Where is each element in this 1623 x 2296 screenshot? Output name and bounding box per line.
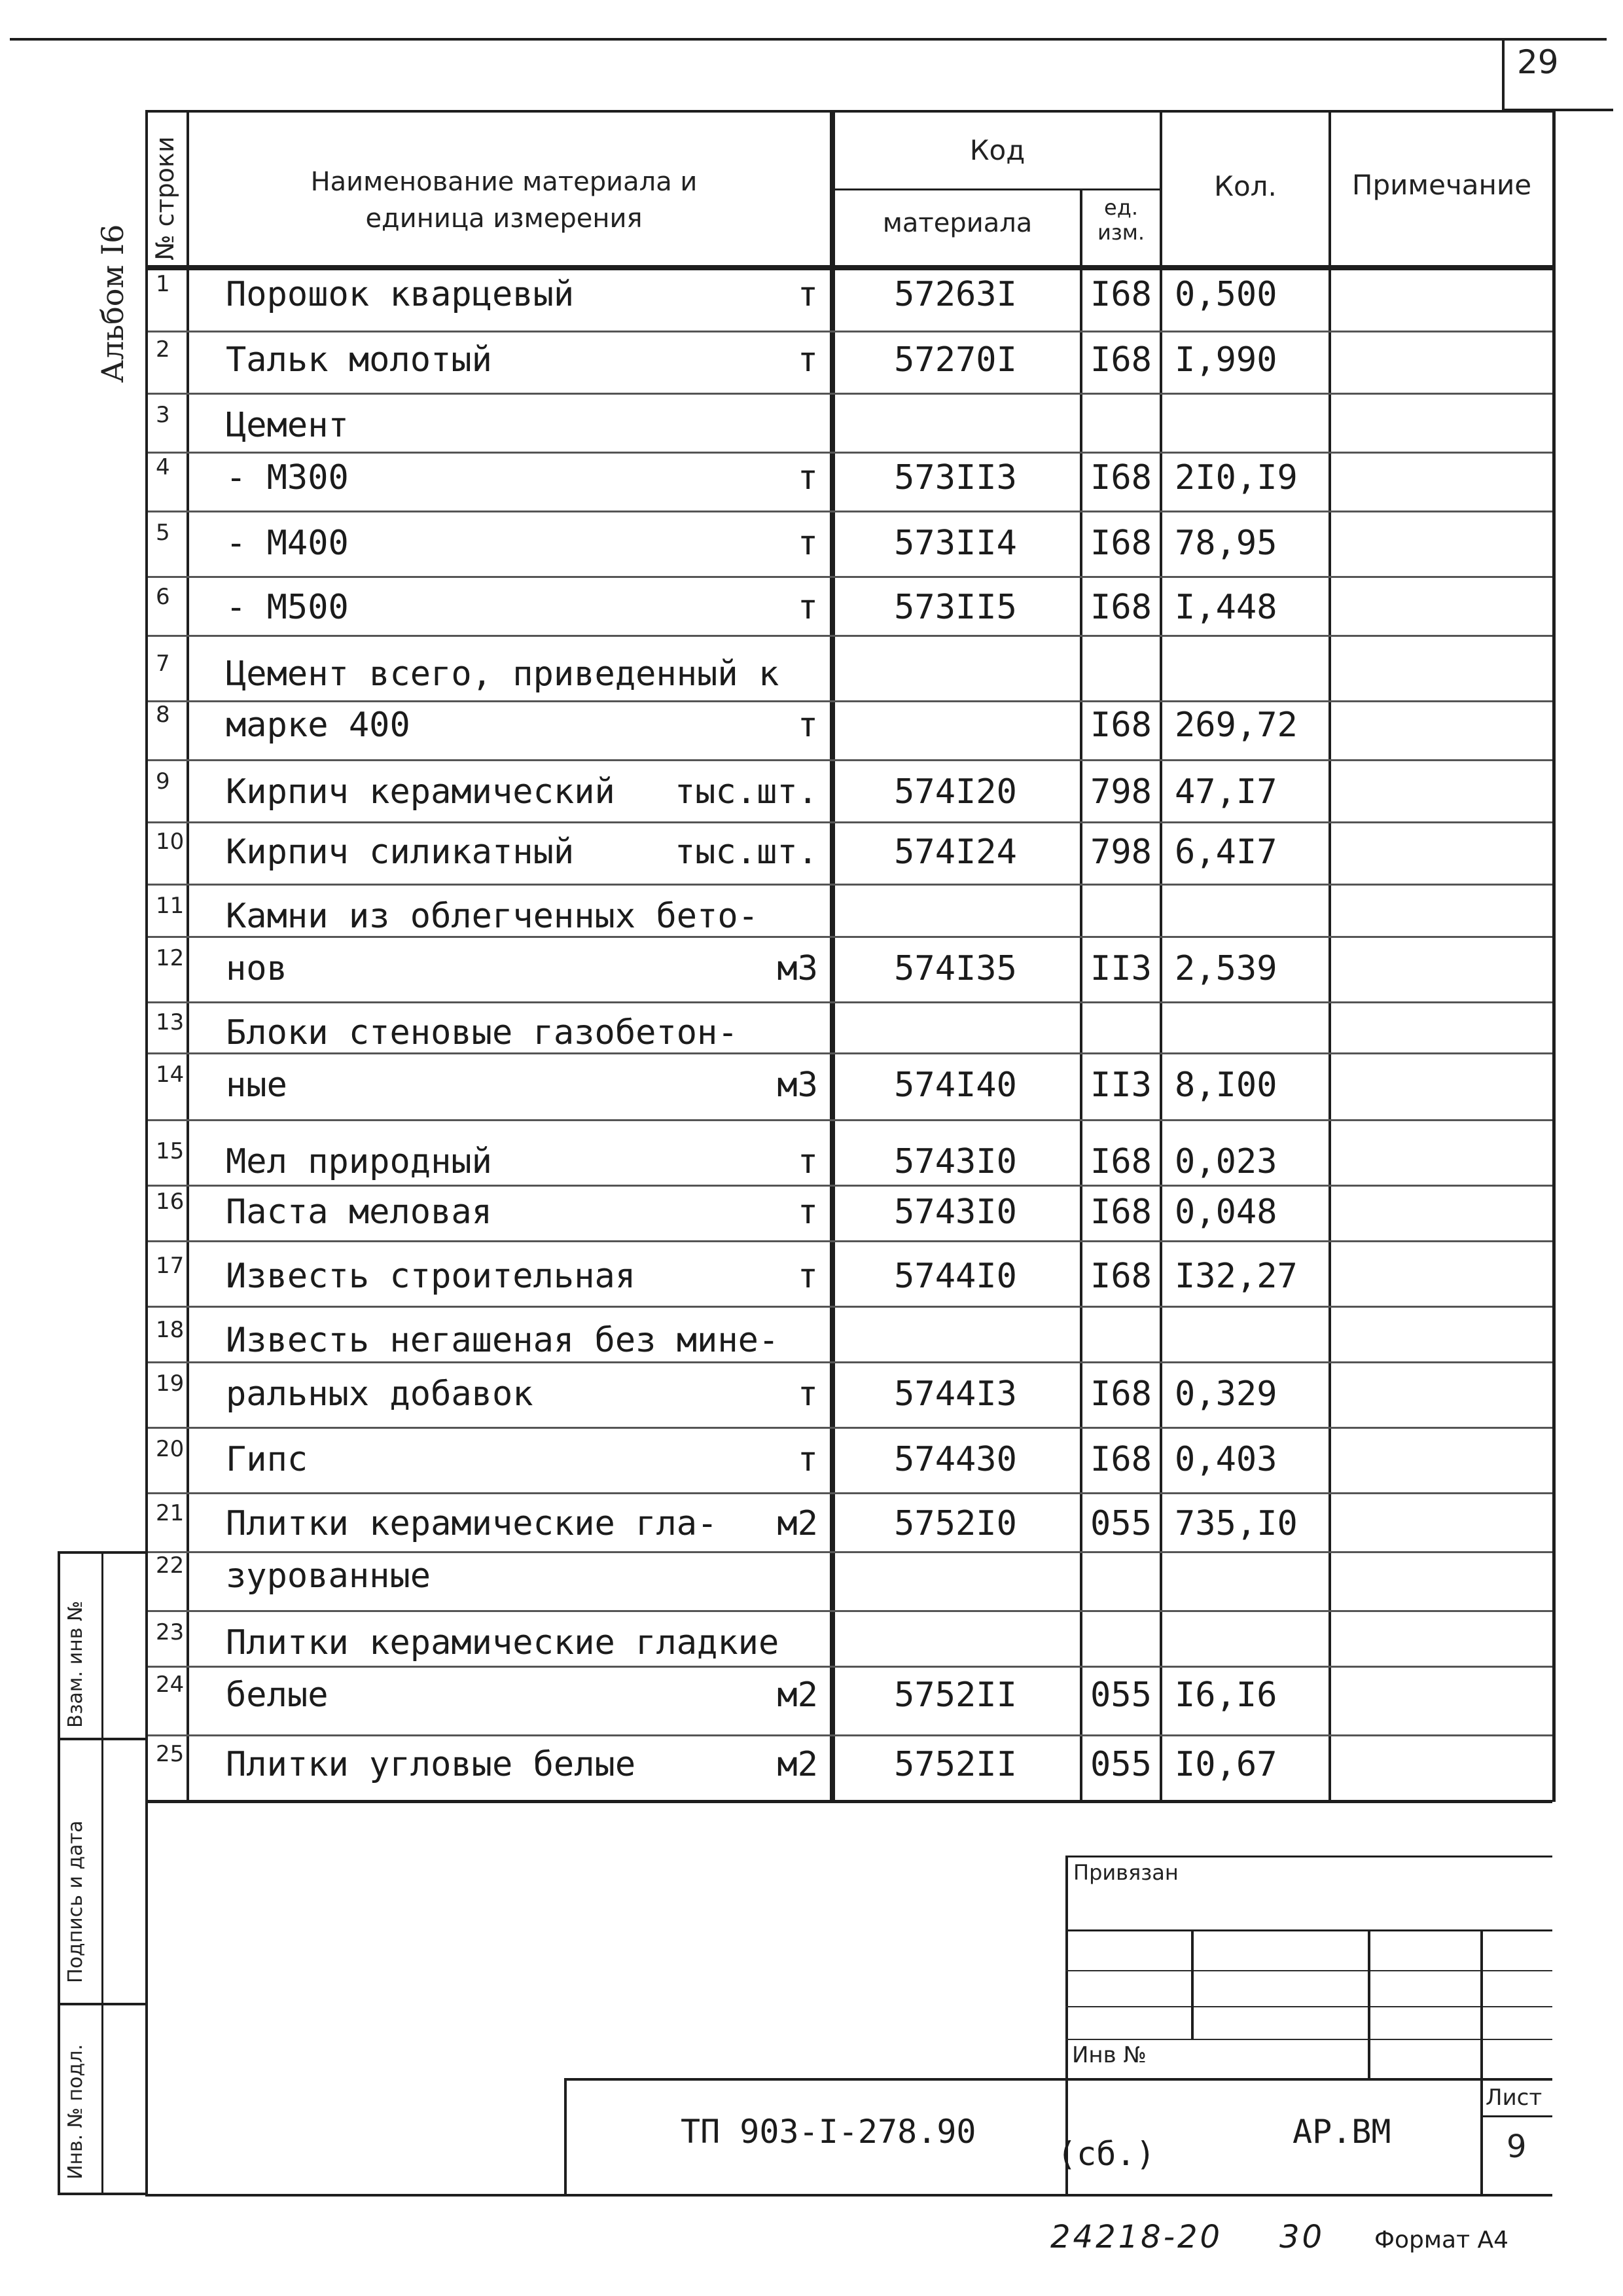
material-name: - М300 [226,458,349,497]
material-code: 5744I3 [894,1374,1017,1414]
material-unit: м2 [777,1676,818,1715]
row-number: 9 [156,768,170,795]
row-number: 1 [156,271,170,297]
quantity: 735,I0 [1175,1504,1298,1543]
code-subheader-line [830,188,1161,190]
row-separator [148,936,1552,938]
titleblock-v1 [1191,1929,1194,2039]
material-code: 573II3 [894,458,1017,497]
row-number: 2 [156,336,170,363]
material-name: ные [226,1066,287,1105]
material-code: 57263I [894,275,1017,314]
material-name: ральных добавок [226,1374,533,1414]
material-name: Известь негашеная без мине- [226,1321,779,1360]
titleblock-h3 [1065,2006,1552,2007]
order-page: 30 [1279,2219,1325,2255]
header-row-no: № строки [151,136,179,260]
row-separator [148,1492,1552,1494]
table-bottom [148,1800,1552,1803]
quantity: I,448 [1175,588,1277,627]
material-code: 574I35 [894,949,1017,988]
unit-code: 055 [1090,1676,1152,1715]
material-unit: тыс.шт. [674,772,818,812]
titleblock-h1 [1065,1929,1552,1931]
material-code: 5743I0 [894,1193,1017,1232]
header-qty: Кол. [1214,170,1277,202]
material-unit: тыс.шт. [674,833,818,872]
material-name: Порошок кварцевый [226,275,575,314]
unit-code: I68 [1090,1193,1152,1232]
main-stamp-bottom [145,2194,1552,2197]
material-unit: т [797,275,818,314]
material-name: нов [226,949,287,988]
titleblock-v2 [1368,1929,1370,2080]
row-separator [148,393,1552,395]
row-separator [148,1119,1552,1121]
material-code: 5752II [894,1676,1017,1715]
row-number: 7 [156,651,170,677]
material-unit: т [797,1257,818,1296]
material-unit: т [797,458,818,497]
quantity: 6,4I7 [1175,833,1277,872]
quantity: I,990 [1175,340,1277,380]
row-separator [148,331,1552,332]
row-number: 16 [156,1189,185,1215]
material-unit: т [797,588,818,627]
header-code: Код [969,134,1026,166]
unit-code: I68 [1090,706,1152,745]
row-number: 18 [156,1317,185,1343]
table-top [145,110,1552,113]
row-number: 23 [156,1619,185,1645]
material-code: 573II5 [894,588,1017,627]
material-unit: т [797,1440,818,1479]
stamp-inv-podl: Инв. № подл. [64,2044,87,2179]
quantity: 47,I7 [1175,772,1277,812]
quantity: 2,539 [1175,949,1277,988]
row-separator [148,511,1552,512]
row-separator [148,635,1552,637]
material-unit: т [797,1142,818,1181]
unit-code: 055 [1090,1745,1152,1784]
unit-code: 798 [1090,772,1152,812]
quantity: 8,I00 [1175,1066,1277,1105]
material-code: 574I24 [894,833,1017,872]
row-separator [148,1306,1552,1308]
material-code: 5743I0 [894,1142,1017,1181]
row-number: 14 [156,1062,185,1088]
material-unit: т [797,524,818,563]
material-name: Известь строительная [226,1257,636,1296]
quantity: 0,329 [1175,1374,1277,1414]
row-number: 24 [156,1672,185,1698]
main-stamp-top [564,2078,1552,2081]
quantity: 0,048 [1175,1193,1277,1232]
row-separator [148,1610,1552,1612]
sheet-code: АР.ВМ [1293,2113,1391,2151]
unit-code: I68 [1090,275,1152,314]
table-right [1552,110,1556,1802]
unit-code: I68 [1090,1374,1152,1414]
row-separator [148,1427,1552,1429]
row-separator [148,1052,1552,1054]
material-unit: м2 [777,1504,818,1543]
page-number: 29 [1517,43,1559,81]
top-rule [10,38,1607,41]
material-unit: т [797,1374,818,1414]
quantity: 2I0,I9 [1175,458,1298,497]
material-unit: м3 [777,1066,818,1105]
material-name: Цемент всего, приведенный к [226,655,779,694]
col-qty-right [1329,110,1331,1802]
row-number: 8 [156,702,170,728]
col-unit-right [1160,110,1162,1802]
material-name: Блоки стеновые газобетон- [226,1013,738,1052]
unit-code: I68 [1090,1142,1152,1181]
stamp-podpis: Подпись и дата [64,1820,87,1983]
inv-no-label: Инв № [1072,2042,1147,2068]
row-number: 21 [156,1500,185,1526]
sheet-label: Лист [1486,2085,1543,2111]
material-code: 574I40 [894,1066,1017,1105]
material-name: Цемент [226,406,349,445]
row-separator [148,452,1552,454]
row-number: 20 [156,1436,185,1462]
material-name: Мел природный [226,1142,492,1181]
privyazan-label: Привязан [1073,1860,1179,1885]
quantity: 0,023 [1175,1142,1277,1181]
titleblock-v3 [1480,1929,1483,2196]
material-name: Плитки керамические гла- [226,1504,718,1543]
row-number: 17 [156,1253,185,1279]
main-stamp-left [564,2078,567,2196]
quantity: 0,403 [1175,1440,1277,1479]
material-code: 5744I0 [894,1257,1017,1296]
row-number: 10 [156,829,185,855]
quantity: I0,67 [1175,1745,1277,1784]
material-name: Плитки угловые белые [226,1745,636,1784]
unit-code: I68 [1090,1440,1152,1479]
material-name: Паста меловая [226,1193,492,1232]
material-unit: т [797,1193,818,1232]
doc-code: ТП 903-I-278.90 [681,2113,976,2151]
header-code-material: материала [882,208,1033,238]
row-separator [148,1361,1552,1363]
collection-label: (сб.) [1057,2135,1156,2173]
row-separator [148,1734,1552,1736]
header-name: Наименование материала и единица измерения [310,167,698,234]
album-label: Альбом I6 [95,224,130,383]
table-left [145,110,148,2195]
unit-code: I68 [1090,588,1152,627]
unit-code: 798 [1090,833,1152,872]
row-number: 12 [156,945,185,971]
material-name: - М500 [226,588,349,627]
sheet-label-divider [1480,2115,1552,2117]
material-code: 57270I [894,340,1017,380]
row-separator [148,884,1552,886]
material-unit: м3 [777,949,818,988]
unit-code: II3 [1090,1066,1152,1105]
material-name: Плитки керамические гладкие [226,1623,779,1662]
material-name: марке 400 [226,706,410,745]
unit-code: I68 [1090,458,1152,497]
row-separator [148,700,1552,702]
titleblock-h2 [1065,1970,1552,1971]
material-unit: т [797,340,818,380]
material-name: зурованные [226,1556,431,1596]
material-name: Гипс [226,1440,308,1479]
order-number: 24218-20 [1050,2219,1223,2255]
row-number: 11 [156,893,185,919]
header-code-unit: ед. изм. [1097,195,1145,245]
row-separator [148,821,1552,823]
unit-code: II3 [1090,949,1152,988]
row-number: 3 [156,402,170,428]
material-name: Кирпич керамический [226,772,615,812]
material-code: 5752II [894,1745,1017,1784]
header-note: Примечание [1351,169,1532,201]
unit-code: I68 [1090,340,1152,380]
unit-code: I68 [1090,1257,1152,1296]
material-code: 574I20 [894,772,1017,812]
material-name: Тальк молотый [226,340,492,380]
row-number: 15 [156,1138,185,1164]
row-number: 6 [156,584,170,610]
material-name: белые [226,1676,329,1715]
row-number: 22 [156,1552,185,1579]
material-name: - М400 [226,524,349,563]
row-separator [148,1551,1552,1553]
material-code: 573II4 [894,524,1017,563]
material-code: 574430 [894,1440,1017,1479]
material-unit: т [797,706,818,745]
row-number: 25 [156,1741,185,1767]
titleblock-h4 [1065,2039,1552,2040]
col-code-right [1080,188,1082,1802]
quantity: I32,27 [1175,1257,1298,1296]
quantity: 269,72 [1175,706,1298,745]
row-separator [148,1185,1552,1187]
col-no-right [187,110,189,1802]
row-separator [148,576,1552,578]
stamp-col-left [58,1551,60,2195]
stamp-inner-line [101,1551,103,2195]
unit-code: 055 [1090,1504,1152,1543]
row-separator [148,1666,1552,1668]
quantity: I6,I6 [1175,1676,1277,1715]
page-number-box-left [1502,38,1505,110]
unit-code: I68 [1090,524,1152,563]
row-number: 4 [156,454,170,480]
material-code: 5752I0 [894,1504,1017,1543]
row-number: 5 [156,520,170,546]
format-label: Формат А4 [1374,2227,1509,2253]
row-separator [148,1240,1552,1242]
col-name-right [830,110,835,1802]
material-name: Кирпич силикатный [226,833,575,872]
row-number: 13 [156,1009,185,1035]
titleblock-top [1065,1856,1552,1857]
material-name: Камни из облегченных бето- [226,897,758,936]
quantity: 0,500 [1175,275,1277,314]
row-separator [148,759,1552,761]
row-separator [148,1001,1552,1003]
header-bottom [148,265,1552,270]
stamp-vzam: Взам. инв № [64,1600,87,1728]
sheet-number: 9 [1507,2128,1527,2165]
row-number: 19 [156,1371,185,1397]
quantity: 78,95 [1175,524,1277,563]
material-unit: м2 [777,1745,818,1784]
